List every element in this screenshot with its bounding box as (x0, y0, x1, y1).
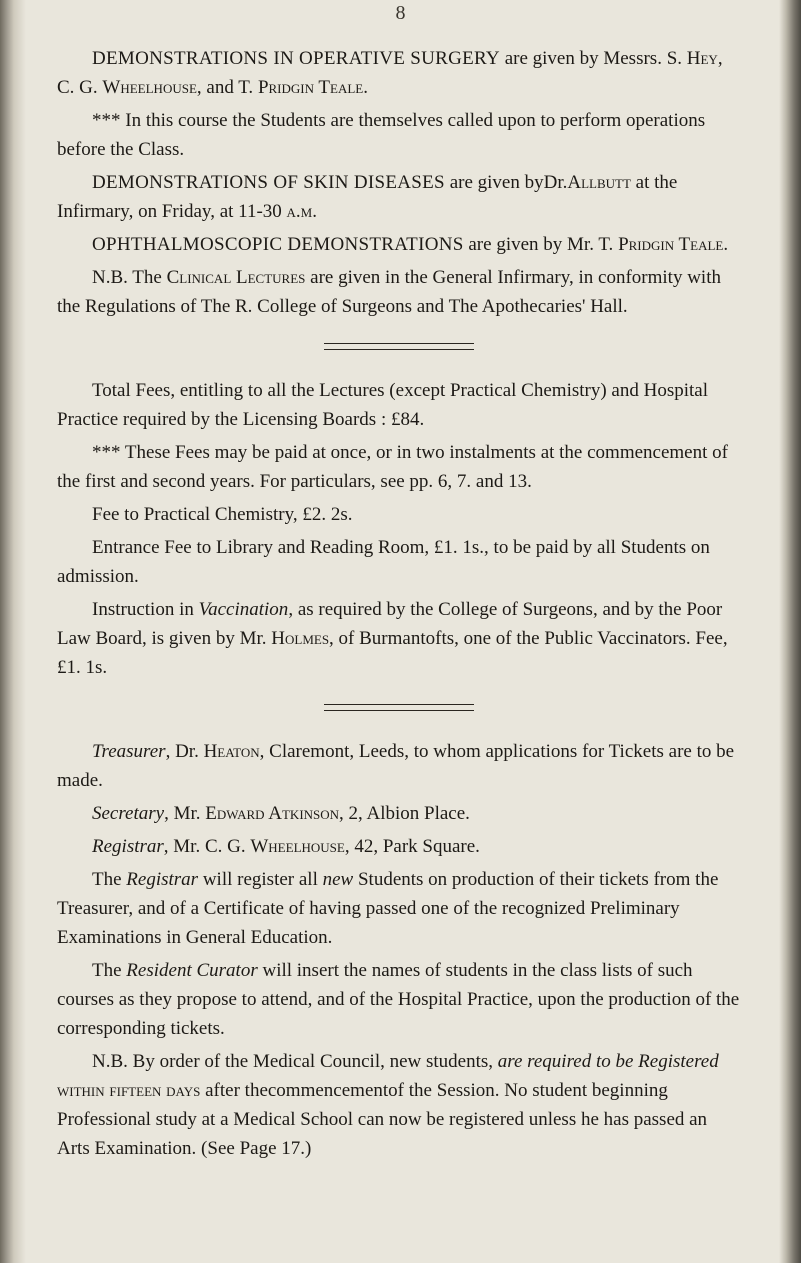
secretary-title: Secretary (92, 803, 165, 824)
section-divider-1 (324, 343, 474, 350)
chemistry-fee: Fee to Practical Chemistry, £2. 2s. (92, 504, 353, 525)
registrar-title: Registrar (92, 836, 164, 857)
treasurer-title: Treasurer (92, 741, 166, 762)
skin-diseases-heading: DEMONSTRATIONS OF SKIN DISEASES (92, 172, 445, 193)
treasurer-paragraph: Treasurer, Dr. Heaton, Claremont, Leeds, to whom applications for Tickets are to be made. (57, 741, 735, 791)
fees-section (57, 376, 741, 682)
registrar-paragraph: Registrar, Mr. C. G. Wheelhouse, 42, Park Square. (92, 836, 480, 857)
operative-surgery-paragraph: DEMONSTRATIONS IN OPERATIVE SURGERY are given by Messrs. S. Hey, C. G. Wheelhouse, and T. Pridgin Teale. (57, 48, 723, 98)
secretary-paragraph: Secretary, Mr. Edward Atkinson, 2, Albion Place. (92, 803, 470, 824)
ophthalmoscopic-heading: OPHTHALMOSCOPIC DEMONSTRATIONS (92, 234, 464, 255)
page-body (57, 44, 741, 1167)
skin-diseases-paragraph: DEMONSTRATIONS OF SKIN DISEASES are given byDr.Allbutt at the Infirmary, on Friday, at 11-30 a.m. (57, 172, 678, 222)
page-left-edge-shadow (0, 0, 26, 1263)
page-right-edge-shadow (779, 0, 801, 1263)
name-wheelhouse: Wheelhouse (102, 77, 197, 98)
name-wheelhouse-2: Wheelhouse (250, 836, 345, 857)
page-number: 8 (395, 2, 406, 24)
name-pridgin-teale-2: Pridgin Teale (618, 234, 724, 255)
section-divider-2 (324, 704, 474, 711)
curator-paragraph: The Resident Curator will insert the names of students in the class lists of such courses as they propose to attend, and of the Hospital Practice, upon the production of the corresponding tickets. (57, 960, 740, 1039)
vaccination-term: Vaccination (198, 599, 289, 620)
operative-surgery-heading: DEMONSTRATIONS IN OPERATIVE SURGERY (92, 48, 500, 69)
name-allbutt: Allbutt (567, 172, 631, 193)
demonstrations-section (57, 44, 741, 321)
library-fee: Entrance Fee to Library and Reading Room, £1. 1s., to be paid by all Students on admission. (57, 537, 710, 587)
medical-council-note: N.B. By order of the Medical Council, new students, are required to be Registered within fifteen days after thecommencementof the Session. No student beginning Professional study at a Medical School can now be registered unless he has passed an Arts Examination. (See Page 17.) (57, 1051, 719, 1159)
clinical-lectures-term: Clinical Lectures (166, 267, 306, 288)
registrar-duties-paragraph: The Registrar will register all new Students on production of their tickets from the Treasurer, and of a Certificate of having passed one of the recognized Preliminary Examinations in General Education. (57, 869, 719, 948)
officers-section (57, 737, 741, 1163)
name-pridgin-teale: Pridgin Teale (257, 77, 364, 98)
name-hey: Hey (686, 48, 718, 69)
name-edward-atkinson: Edward Atkinson (205, 803, 340, 824)
clinical-lectures-note: N.B. The Clinical Lectures are given in the General Infirmary, in conformity with the Regulations of The R. College of Surgeons and The Apothecaries' Hall. (57, 267, 721, 317)
operative-surgery-note: *** In this course the Students are themselves called upon to perform operations before the Class. (57, 110, 706, 160)
name-holmes: Holmes (271, 628, 330, 649)
resident-curator-title: Resident Curator (126, 960, 258, 981)
ophthalmoscopic-paragraph: OPHTHALMOSCOPIC DEMONSTRATIONS are given by Mr. T. Pridgin Teale. (92, 234, 729, 255)
name-heaton: Heaton (203, 741, 260, 762)
total-fees-paragraph: Total Fees, entitling to all the Lectures (except Practical Chemistry) and Hospital Practice required by the Licensing Boards : £84. (57, 380, 708, 430)
instalments-note: *** These Fees may be paid at once, or in two instalments at the commencement of the first and second years. For particulars, see pp. 6, 7. and 13. (57, 442, 728, 492)
vaccination-paragraph: Instruction in Vaccination, as required by the College of Surgeons, and by the Poor Law Board, is given by Mr. Holmes, of Burmantofts, one of the Public Vaccinators. Fee, £1. 1s. (57, 599, 728, 678)
